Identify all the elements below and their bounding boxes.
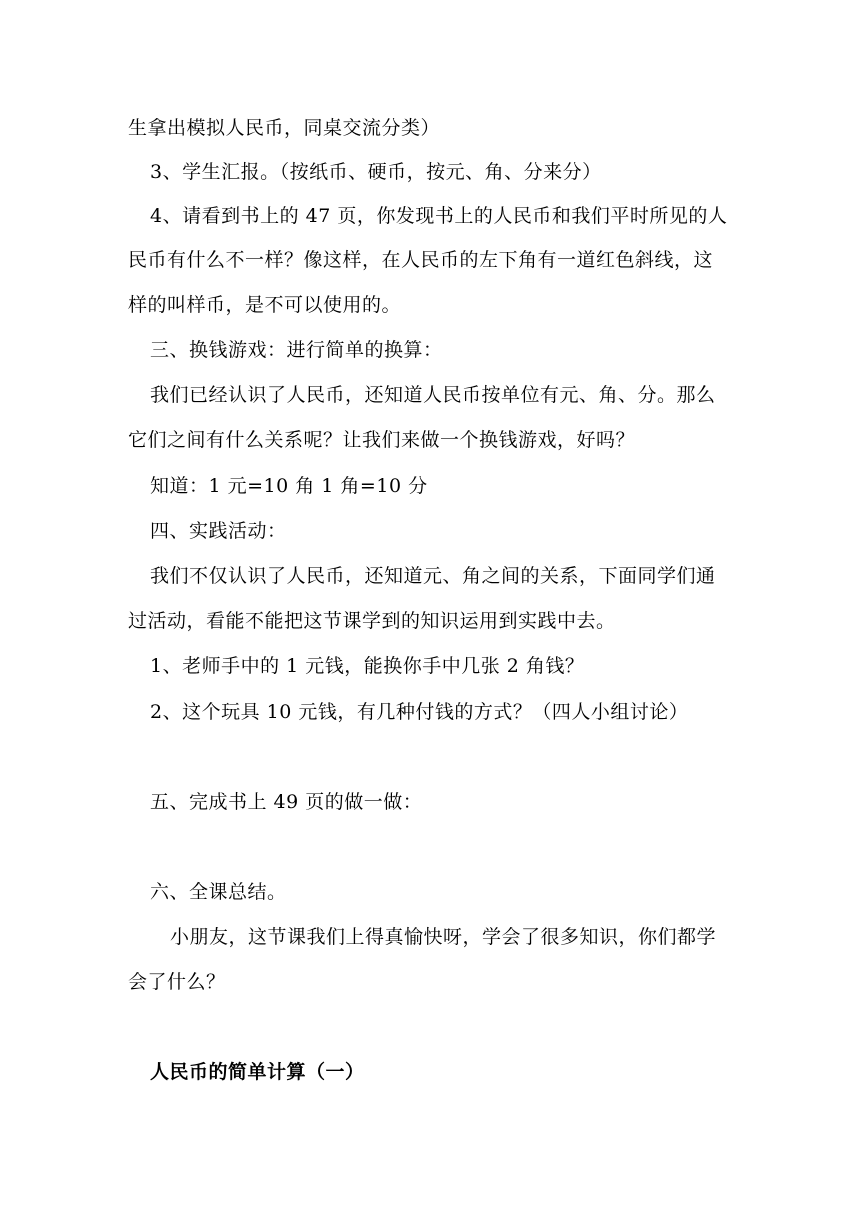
paragraph-line: 知道：1 元=10 角 1 角=10 分 <box>150 475 428 497</box>
paragraph-line: 我们已经认识了人民币，还知道人民币按单位有元、角、分。那么 <box>150 384 716 406</box>
section-heading: 六、全课总结。 <box>150 881 287 903</box>
paragraph-line: 1、老师手中的 1 元钱，能换你手中几张 2 角钱？ <box>150 655 585 677</box>
paragraph-line: 过活动，看能不能把这节课学到的知识运用到实践中去。 <box>128 610 616 632</box>
paragraph-line: 生拿出模拟人民币，同桌交流分类） <box>128 117 441 139</box>
paragraph-line: 4、请看到书上的 47 页，你发现书上的人民币和我们平时所见的人 <box>150 205 728 227</box>
paragraph-line: 它们之间有什么关系呢？让我们来做一个换钱游戏，好吗？ <box>128 429 636 451</box>
section-title: 人民币的简单计算（一） <box>150 1061 365 1083</box>
paragraph-line: 样的叫样币，是不可以使用的。 <box>128 294 402 316</box>
paragraph-line: 3、学生汇报。（按纸币、硬币，按元、角、分来分） <box>150 161 602 183</box>
section-heading: 三、换钱游戏：进行简单的换算： <box>150 339 443 361</box>
paragraph-line: 会了什么？ <box>128 971 226 993</box>
paragraph-line: 民币有什么不一样？像这样，在人民币的左下角有一道红色斜线，这 <box>128 249 714 271</box>
paragraph-line: 我们不仅认识了人民币，还知道元、角之间的关系，下面同学们通 <box>150 565 716 587</box>
section-heading: 五、完成书上 49 页的做一做： <box>150 791 423 813</box>
section-heading: 四、实践活动： <box>150 520 287 542</box>
paragraph-line: 小朋友，这节课我们上得真愉快呀，学会了很多知识，你们都学 <box>170 926 717 948</box>
paragraph-line: 2、这个玩具 10 元钱，有几种付钱的方式？（四人小组讨论） <box>150 701 689 723</box>
